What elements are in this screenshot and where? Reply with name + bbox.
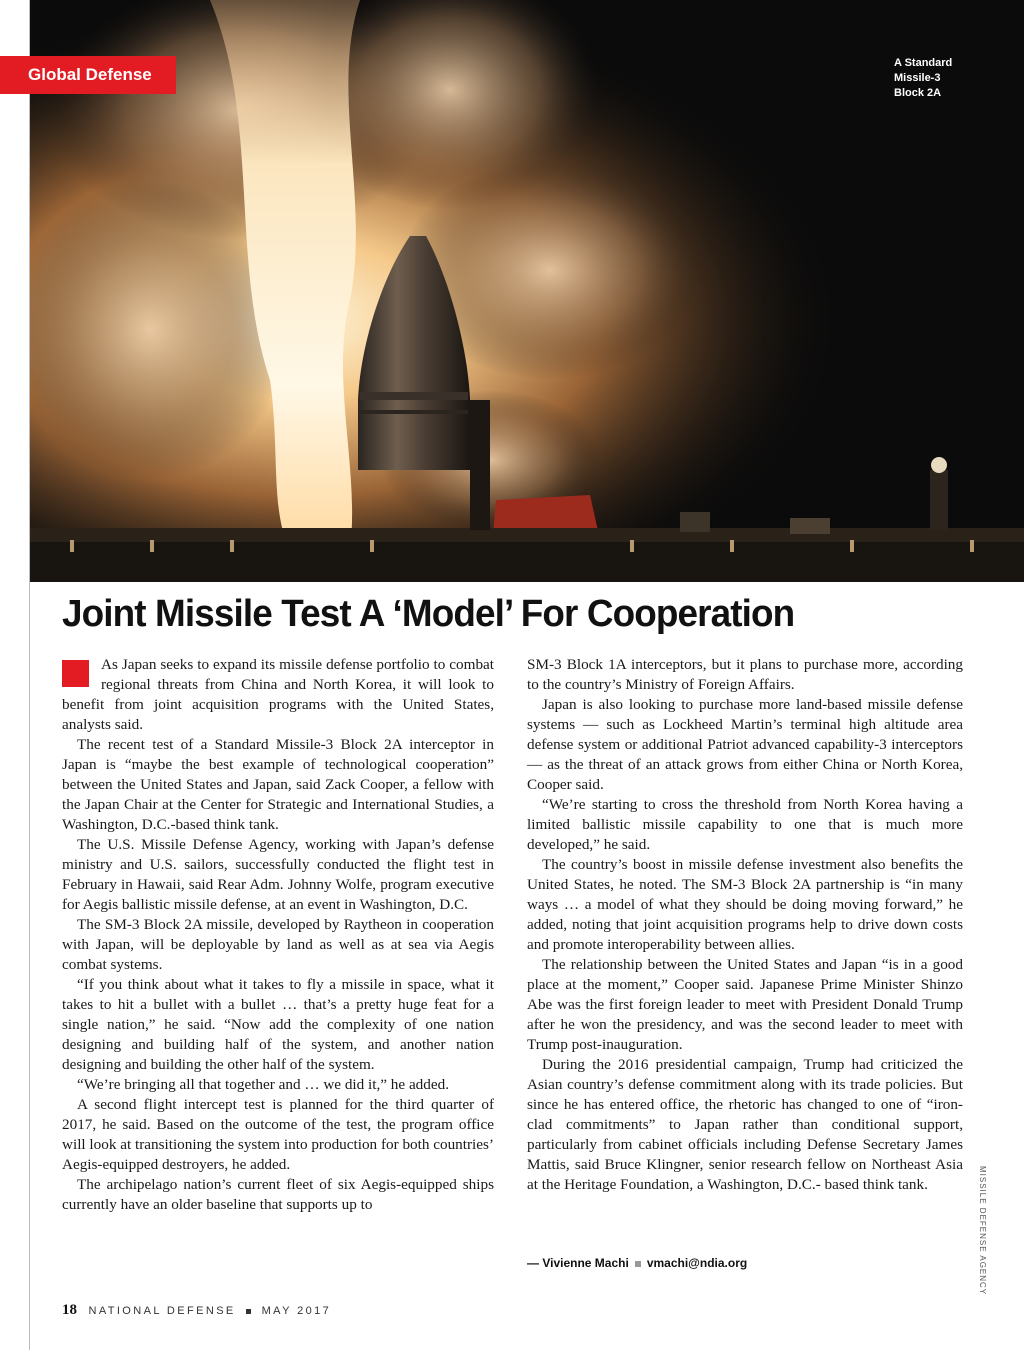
paragraph: As Japan seeks to expand its missile defense portfolio to combat regional threats from China and North Korea, it will look to benefit from joint acquisition programs with the United States, analysts said.: [62, 656, 494, 733]
paragraph: The recent test of a Standard Missile-3 Block 2A interceptor in Japan is “maybe the best example of technological cooperation” between the United States and Japan, said Zack Cooper, a fellow with the Japan Chair at the Center for Strategic and International Studies, a Washington, D.C.-based think tank.: [62, 736, 494, 833]
paragraph: During the 2016 presidential campaign, Trump had criticized the Asian country’s defense commitment along with its trade policies. But since he has entered office, the rhetoric has changed to one of “iron-clad commitments” to Japan rather than conditional support, particularly from cabinet officials including Defense Secretary James Mattis, said Bruce Klingner, senior research fellow on Northeast Asia at the Heritage Foundation, a Washington, D.C.- based think tank.: [527, 1056, 963, 1193]
paragraph: A second flight intercept test is planned for the third quarter of 2017, he said. Based on the outcome of the test, the program office will look at transitioning the system into production for both countries’ Aegis-equipped destroyers, he added.: [62, 1096, 494, 1173]
paragraph: The country’s boost in missile defense investment also benefits the United States, he noted. The SM-3 Block 2A partnership is “in many ways … a model of what they should be doing moving forward,” he added, noting that joint acquisition programs help to drive down costs and promote interoperability between allies.: [527, 856, 963, 953]
caption-line: Missile-3: [894, 72, 941, 84]
paragraph: “If you think about what it takes to fly a missile in space, what it takes to hit a bullet with a bullet … that’s a pretty huge feat for a single nation,” he said. “Now add the complexity of one nation designing and building half of the system, and another nation designing and building the other half of the system.: [62, 976, 494, 1073]
paragraph: The archipelago nation’s current fleet of six Aegis-equipped ships currently have an older baseline that supports up to: [62, 1176, 494, 1213]
caption-line: A Standard: [894, 57, 953, 69]
drop-cap-square: [62, 660, 89, 687]
article-column-1: [62, 655, 494, 1215]
paragraph: The relationship between the United States and Japan “is in a good place at the moment,” Cooper said. Japanese Prime Minister Shinzo Abe was the first foreign leader to meet with President Donald Trump after he won the presidency, and was the second leader to meet with Trump post-inauguration.: [527, 956, 963, 1053]
byline-separator: [635, 1261, 641, 1267]
paragraph: Japan is also looking to purchase more land-based missile defense systems — such as Lockheed Martin’s terminal high altitude area defense system or additional Patriot advanced capability-3 interceptors — as the threat of an attack grows from either China or North Korea, Cooper said.: [527, 696, 963, 793]
byline-email[interactable]: vmachi@ndia.org: [646, 1256, 748, 1270]
missile-launch-photo: [30, 0, 1024, 582]
paragraph: “We’re bringing all that together and … we did it,” he added.: [77, 1076, 450, 1093]
publication-name: NATIONAL DEFENSE: [88, 1305, 236, 1317]
paragraph: The U.S. Missile Defense Agency, working with Japan’s defense ministry and U.S. sailors, successfully conducted the flight test in February in Hawaii, said Rear Adm. Johnny Wolfe, program executive for Aegis ballistic missile defense, at an event in Washington, D.C.: [62, 836, 494, 913]
issue-date: MAY 2017: [261, 1305, 332, 1317]
paragraph: SM-3 Block 1A interceptors, but it plans to purchase more, according to the country’s Ministry of Foreign Affairs.: [527, 656, 963, 693]
paragraph: “We’re starting to cross the threshold from North Korea having a limited ballistic missile capability to one that is much more developed,” he said.: [527, 796, 963, 853]
photo-credit: [978, 1166, 997, 1296]
page-footer: [62, 1302, 331, 1319]
photo-caption: [894, 56, 1004, 101]
section-tag: Global Defense: [0, 56, 176, 94]
missile-launch-illustration: [30, 0, 1024, 582]
article-headline: Joint Missile Test A ‘Model’ For Cooperation: [62, 593, 795, 635]
caption-line: Block 2A: [894, 87, 942, 99]
article-column-2: [527, 655, 963, 1195]
paragraph: The SM-3 Block 2A missile, developed by Raytheon in cooperation with Japan, will be deployable by land as well as at sea via Aegis combat systems.: [62, 916, 494, 973]
footer-separator: [246, 1309, 251, 1314]
photo-credit-text: MISSILE DEFENSE AGENCY: [978, 1166, 987, 1296]
page-number: 18: [62, 1302, 77, 1318]
byline-author: — Vivienne Machi: [527, 1256, 629, 1270]
byline: [527, 1256, 747, 1270]
